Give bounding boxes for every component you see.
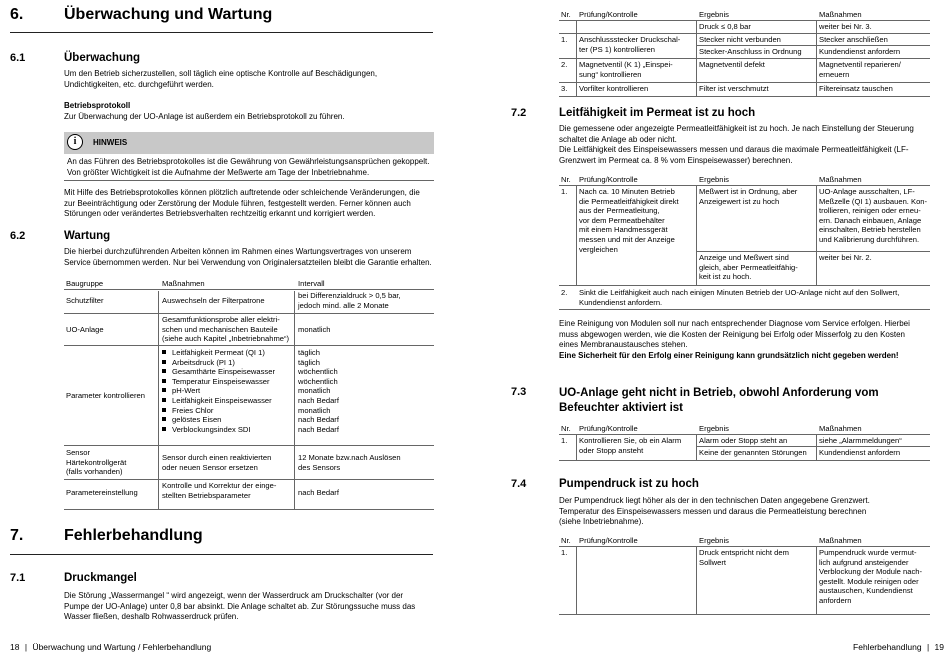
table-row: 1. [561,35,568,44]
section-7-4-title: Pumpendruck ist zu hoch [559,478,699,490]
section-7-3-number: 7.3 [511,386,527,398]
betriebsprotokoll-heading: Betriebsprotokoll [64,101,131,110]
table-row: 1. [561,187,568,196]
footer-left: 18 | Überwachung und Wartung / Fehlerbehandlung [10,642,212,652]
list-item: pH-Wert [162,386,275,396]
section-7-2-number: 7.2 [511,107,527,119]
section-7-1-title: Druckmangel [64,572,137,584]
left-page: 6. Überwachung und Wartung 6.1 Überwachung Um den Betrieb sicherzustellen, soll täglich eine optische Kontrolle auf Beschädigungen, Undichtigkeiten, etc. durchgeführt werden. Betriebsprotokoll Zur Überwachung der UO-Anlage ist außerdem ein Betriebsprotokoll zu führen. i HINWEIS An das Führen des Betriebsprotokolles ist die Gewährung von Gewährleistungsansprüchen gekoppelt. Von größter Wichtigkeit ist die Aufnahme der Meßwerte am Tage der Inbetriebnahme. Mit Hilfe des Betriebsprotokolles können plötzlich auftretende oder schleichende Veränderungen, die zur Beeinträchtigung oder Zerstörung der Module führen, festgestellt werden. Ferner können auch Störungen oder verändertes Betriebsverhalten rechtzeitig erkannt und korrigiert werden. 6.2 Wartung Die hierbei durchzuführenden Arbeiten können im Rahmen eines Wartungsvertrages von unserem Service übernommen werden. Nur bei Verwendung von Originalersatzteilen bleibt die Garantie erhalten. Baugruppe Maßnahmen Intervall Schutzfilter Auswechseln der Filterpatrone bei Differenzialdruck > 0,5 bar, jedoch mind. alle 2 Monate UO-Anlage Gesamtfunktionsprobe aller elektri- schen und mechanischen Bauteile (siehe auch Kapitel „Inbetriebnahme“) monatlich Parameter kontrollieren Leitfähigkeit Permeat (QI 1) Arbeitsdruck (PI 1) Gesamthärte Einspeisewasser Temperatur Einspeisewasser pH-Wert Leitfähigkeit Einspeisewasser Freies Chlor gelöstes Eisen Verblockungsindex SDI täglich täglich wöchentlich wöchentlich monatlich nach Bedarf monatlich nach Bedarf nach Bedarf Sensor Härtekontrollgerät (falls vorhanden) Sensor durch einen reaktivierten oder neuen Sensor ersetzen 12 Monate bzw.nach Auslösen des Sensors Parametereinstellung Kontrolle und Korrektur der einge- stellten Betriebsparameter nach Bedarf 7. Fehlerbehandlung 7.1 Druckmangel Die Störung „Wassermangel “ wird angezeigt, wenn der Wasserdruck am Druckschalter (vor der Pumpe der UO-Anlage) unter 0,8 bar absinkt. Die Anlage schaltet ab. Zur Störungssuche muss das Wasser fließen, deshalb Rohwasserdruck prüfen. 18 | Überwachung und Wartung / Fehlerbehandlung [0,0,475,660]
parameter-list [162,348,275,434]
footer-title: Fehlerbehandlung [853,642,922,652]
section-6-1-paragraph-3: Mit Hilfe des Betriebsprotokolles können plötzlich auftretende oder schleichende Veränderungen, die zur Beeinträchtigung oder Zerstörung der Module führen, festgestellt werden. Ferner können auch Störungen oder verändertes Betriebsverhalten rechtzeitig erkannt und korrigiert werden. [64,188,420,218]
chapter-7-number: 7. [10,527,24,544]
list-item: Gesamthärte Einspeisewasser [162,367,275,377]
betriebsprotokoll-text: Zur Überwachung der UO-Anlage ist außerdem ein Betriebsprotokoll zu führen. [64,112,345,121]
table-row: UO-Anlage [66,325,104,334]
section-7-4-paragraph: Der Pumpendruck liegt höher als der in den technischen Daten angegebene Grenzwert. Temperatur des Einspeisewassers messen und daraus die Permeatleistung berechnen (siehe Inbetriebnahme). [559,496,870,526]
table-row: 3. [561,84,568,93]
right-page: Nr. Prüfung/Kontrolle Ergebnis Maßnahmen Druck ≤ 0,8 bar weiter bei Nr. 3. 1. Anschlussstecker Druckschal- ter (PS 1) kontrollieren Stecker nicht verbunden Stecker anschließen Stecker-Anschluss in Ordnung Kundendienst anfordern 2. Magnetventil (K 1) „Einspei- sung“ kontrollieren Magnetventil defekt Magnetventil reparieren/ erneuern 3. Vorfilter kontrollieren Filter ist verschmutzt Filtereinsatz tauschen 7.2 Leitfähigkeit im Permeat ist zu hoch Die gemessene oder angezeigte Permeatleitfähigkeit ist zu hoch. Je nach Einstellung der Steuerung schaltet die Anlage ab oder nicht. Die Leitfähigkeit des Einspeisewassers messen und daraus die maximale Permeatleitfähigkeit (LF- Grenzwert im Permeat ca. 8 % vom Einspeisewasser) berechnen. Nr. Prüfung/Kontrolle Ergebnis Maßnahmen 1. Nach ca. 10 Minuten Betrieb die Permeatleitfähigkeit direkt aus der Permeatleitung, vor dem Permeatbehälter mit einem Handmessgerät messen und mit der Anzeige vergleichen Meßwert ist in Ordnung, aber Anzeigewert ist zu hoch UO-Anlage ausschalten, LF- Meßzelle (QI 1) ausbauen. Kon- trollieren, reinigen oder erneu- ern. Danach einbauen, Anlage einschalten, Betrieb herstellen und Kalibrierung durchführen. Anzeige und Meßwert sind gleich, aber Permeatleitfähig- keit ist zu hoch. weiter bei Nr. 2. 2. Sinkt die Leitfähigkeit auch nach einigen Minuten Betrieb der UO-Anlage nicht auf den Sollwert, Kundendienst anfordern. Eine Reinigung von Modulen soll nur nach entsprechender Diagnose vom Service erfolgen. Hierbei muss abgewogen werden, wie die Kosten der Reinigung bei Erfolg oder Misserfolg zu den Kosten eines Membranaustausches stehen. Eine Sicherheit für den Erfolg einer Reinigung kann grundsätzlich nicht gegeben werden! 7.3 UO-Anlage geht nicht in Betrieb, obwohl Anforderung vom Befeuchter aktiviert ist Nr. Prüfung/Kontrolle Ergebnis Maßnahmen 1. Kontrollieren Sie, ob ein Alarm oder Stopp ansteht Alarm oder Stopp steht an siehe „Alarmmeldungen“ Keine der genannten Störungen Kundendienst anfordern 7.4 Pumpendruck ist zu hoch Der Pumpendruck liegt höher als der in den technischen Daten angegebene Grenzwert. Temperatur des Einspeisewassers messen und daraus die Permeatleistung berechnen (siehe Inbetriebnahme). Nr. Prüfung/Kontrolle Ergebnis Maßnahmen 1. Druck entspricht nicht dem Sollwert Pumpendruck wurde vermut- lich aufgrund ansteigender Verblockung der Module nach- gestellt. Module reinigen oder austauschen, Kundendienst anfordern Fehlerbehandlung | 19 [511,10,944,652]
section-7-2-paragraph-2: Eine Reinigung von Modulen soll nur nach entsprechender Diagnose vom Service erfolgen. Hierbei muss abgewogen werden, wie die Kosten der Reinigung bei Erfolg oder Misserfolg zu den Kosten eines Membranaustausches stehen. Eine Sicherheit für den Erfolg einer Reinigung kann grundsätzlich nicht gegeben werden! [559,319,910,360]
table-header-intervall: Intervall [298,279,325,288]
table-row: 1. [561,436,568,445]
section-7-3-title: UO-Anlage geht nicht in Betrieb, obwohl Anforderung vom Befeuchter aktiviert ist [559,387,879,414]
hinweis-label: HINWEIS [93,138,128,147]
section-6-1-number: 6.1 [10,52,26,64]
section-6-2-paragraph: Die hierbei durchzuführenden Arbeiten können im Rahmen eines Wartungsvertrages von unserem Service übernommen werden. Nur bei Verwendung von Originalersatzteilen bleibt die Garantie erhalten. [64,247,432,267]
table-header-baugruppe: Baugruppe [66,279,104,288]
table-header-massnahmen: Maßnahmen [162,279,205,288]
table-row: 1. [561,548,568,557]
interval-list: täglich täglich wöchentlich wöchentlich monatlich nach Bedarf monatlich nach Bedarf nach Bedarf [298,348,339,434]
list-item: Leitfähigkeit Einspeisewasser [162,396,275,406]
list-item: Freies Chlor [162,406,275,416]
list-item: Arbeitsdruck (PI 1) [162,358,275,368]
section-6-2-number: 6.2 [10,230,26,242]
chapter-7-title: Fehlerbehandlung [64,527,203,544]
table-row: 2. [561,288,568,297]
divider [10,32,433,33]
footer-title: Überwachung und Wartung / Fehlerbehandlung [32,642,212,652]
page-number: 18 [10,642,20,652]
list-item: gelöstes Eisen [162,415,275,425]
table-row: Sensor Härtekontrollgerät (falls vorhanden) [66,448,127,477]
section-7-2-paragraph-1: Die gemessene oder angezeigte Permeatleitfähigkeit ist zu hoch. Je nach Einstellung der Steuerung schaltet die Anlage ab oder nicht. Die Leitfähigkeit des Einspeisewassers messen und daraus die maximale Permeatleitfähigkeit (LF- Grenzwert im Permeat ca. 8 % vom Einspeisewasser) berechnen. [559,124,914,165]
list-item: Temperatur Einspeisewasser [162,377,275,387]
list-item: Verblockungsindex SDI [162,425,275,435]
section-7-2-title: Leitfähigkeit im Permeat ist zu hoch [559,107,756,119]
table-row: Schutzfilter [66,296,104,305]
section-6-1-paragraph-1: Um den Betrieb sicherzustellen, soll täglich eine optische Kontrolle auf Beschädigungen, Undichtigkeiten, etc. durchgeführt werden. [64,69,378,89]
page-number: 19 [934,642,944,652]
section-7-1-number: 7.1 [10,572,26,584]
section-7-4-number: 7.4 [511,478,527,490]
table-row: Parametereinstellung [66,488,138,497]
footer-right: Fehlerbehandlung | 19 [853,642,944,652]
chapter-6-title: Überwachung und Wartung [64,6,273,23]
list-item: Leitfähigkeit Permeat (QI 1) [162,348,275,358]
section-6-1-title: Überwachung [64,52,141,64]
info-icon: i [67,134,83,150]
table-row: 2. [561,60,568,69]
hinweis-text: An das Führen des Betriebsprotokolles ist die Gewährung von Gewährleistungsansprüchen gekoppelt. Von größter Wichtigkeit ist die Aufnahme der Meßwerte am Tage der Inbetriebnahme. [67,157,430,177]
divider [10,554,433,555]
section-7-1-paragraph: Die Störung „Wassermangel “ wird angezeigt, wenn der Wasserdruck am Druckschalter (vor der Pumpe der UO-Anlage) unter 0,8 bar absinkt. Die Anlage schaltet ab. Zur Störungssuche muss das Wasser fließen, deshalb Rohwasserdruck prüfen. [64,591,416,621]
chapter-6-number: 6. [10,6,24,23]
table-row: Parameter kontrollieren [66,391,145,400]
divider [64,180,434,181]
section-6-2-title: Wartung [64,230,111,242]
